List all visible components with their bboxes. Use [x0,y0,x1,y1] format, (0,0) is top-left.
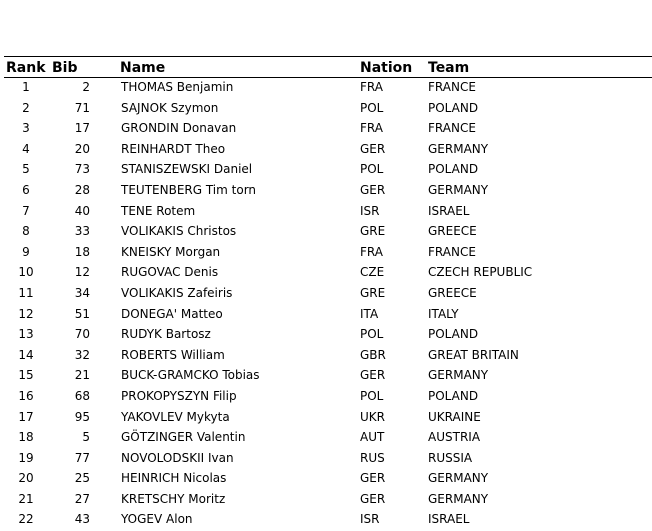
cell-bib: 71 [74,100,90,115]
cell-nation: CZE [360,265,385,280]
cell-bib: 18 [74,244,90,259]
table-row [4,510,652,531]
cell-bib: 12 [74,265,90,280]
cell-team: ISRAEL [428,512,470,527]
cell-nation: AUT [360,430,385,445]
cell-nation: POL [360,388,384,403]
cell-bib: 20 [74,141,90,156]
cell-name: VOLIKAKIS Zafeiris [121,285,233,300]
cell-bib: 28 [74,182,90,197]
cell-nation: GRE [360,285,386,300]
cell-rank: 10 [18,265,34,280]
table-row [4,263,652,284]
cell-rank: 5 [22,162,30,177]
cell-bib: 40 [74,203,90,218]
cell-nation: POL [360,100,384,115]
cell-name: REINHARDT Theo [121,141,226,156]
cell-nation: GER [360,368,386,383]
cell-bib: 68 [74,388,90,403]
cell-rank: 14 [18,347,34,362]
cell-rank: 11 [18,285,34,300]
results-table [4,56,652,531]
cell-name: YOGEV Alon [121,512,193,527]
table-row [4,284,652,305]
header-rank: Rank [6,60,46,76]
cell-team: CZECH REPUBLIC [428,265,533,280]
cell-name: PROKOPYSZYN Filip [121,388,237,403]
cell-name: TEUTENBERG Tim torn [121,182,257,197]
cell-rank: 12 [18,306,34,321]
cell-nation: GBR [360,347,386,362]
cell-name: GRONDIN Donavan [121,121,237,136]
table-row [4,428,652,449]
cell-bib: 25 [74,471,90,486]
cell-name: BUCK-GRAMCKO Tobias [121,368,260,383]
cell-rank: 6 [22,182,30,197]
cell-bib: 77 [74,450,90,465]
cell-name: NOVOLODSKII Ivan [121,450,234,465]
cell-name: KRETSCHY Moritz [121,491,226,506]
cell-team: ITALY [428,306,459,321]
cell-name: ROBERTS William [121,347,225,362]
cell-team: FRANCE [428,80,476,94]
cell-bib: 2 [82,80,90,94]
cell-bib: 73 [74,162,90,177]
table-row [4,202,652,223]
table-body [4,78,652,531]
cell-name: HEINRICH Nicolas [121,471,227,486]
cell-rank: 9 [22,244,30,259]
cell-team: GERMANY [428,471,489,486]
cell-nation: GER [360,471,386,486]
cell-name: DONEGA' Matteo [121,306,223,321]
cell-team: GREAT BRITAIN [428,347,519,362]
table-row [4,140,652,161]
table-row [4,469,652,490]
cell-team: GERMANY [428,491,489,506]
table-row [4,387,652,408]
cell-bib: 5 [82,430,90,445]
table-row [4,181,652,202]
cell-bib: 43 [74,512,90,527]
cell-nation: GER [360,182,386,197]
cell-nation: FRA [360,121,383,136]
cell-bib: 95 [74,409,90,424]
cell-rank: 1 [22,80,30,94]
header-name: Name [120,60,166,76]
cell-rank: 17 [18,409,34,424]
cell-nation: POL [360,162,384,177]
cell-name: RUGOVAC Denis [121,265,219,280]
cell-rank: 8 [22,224,30,239]
cell-nation: ISR [360,512,380,527]
cell-team: GERMANY [428,182,489,197]
cell-rank: 22 [18,512,34,527]
header-bib: Bib [52,60,78,76]
cell-team: GREECE [428,285,477,300]
cell-rank: 4 [22,141,30,156]
table-row [4,490,652,511]
cell-team: FRANCE [428,121,476,136]
header-team: Team [428,60,470,76]
cell-bib: 51 [74,306,90,321]
cell-bib: 27 [74,491,90,506]
table-row [4,408,652,429]
cell-bib: 70 [74,327,90,342]
table-row [4,449,652,470]
cell-team: GERMANY [428,368,489,383]
cell-bib: 33 [74,224,90,239]
cell-nation: ISR [360,203,380,218]
cell-nation: GRE [360,224,386,239]
cell-rank: 2 [22,100,30,115]
cell-rank: 15 [18,368,34,383]
cell-name: GÖTZINGER Valentin [121,430,246,445]
cell-rank: 3 [22,121,30,136]
table-row [4,243,652,264]
cell-name: RUDYK Bartosz [121,327,211,342]
cell-nation: UKR [360,409,385,424]
cell-team: POLAND [428,162,479,177]
cell-team: AUSTRIA [428,430,481,445]
cell-name: STANISZEWSKI Daniel [121,162,253,177]
cell-team: POLAND [428,327,479,342]
cell-nation: FRA [360,244,383,259]
table-row [4,222,652,243]
cell-nation: GER [360,491,386,506]
cell-bib: 17 [74,121,90,136]
cell-team: POLAND [428,388,479,403]
cell-name: THOMAS Benjamin [121,80,234,94]
table-header [4,56,652,78]
cell-team: GERMANY [428,141,489,156]
cell-name: SAJNOK Szymon [121,100,219,115]
cell-rank: 21 [18,491,34,506]
cell-name: KNEISKY Morgan [121,244,221,259]
cell-team: FRANCE [428,244,476,259]
cell-name: TENE Rotem [121,203,196,218]
cell-nation: GER [360,141,386,156]
table-row [4,366,652,387]
cell-rank: 20 [18,471,34,486]
cell-team: UKRAINE [428,409,481,424]
cell-rank: 13 [18,327,34,342]
cell-rank: 7 [22,203,30,218]
cell-nation: RUS [360,450,385,465]
table-row [4,78,652,99]
table-row [4,325,652,346]
table-row [4,99,652,120]
cell-bib: 21 [74,368,90,383]
cell-name: VOLIKAKIS Christos [121,224,237,239]
cell-team: POLAND [428,100,479,115]
cell-team: ISRAEL [428,203,470,218]
cell-rank: 18 [18,430,34,445]
table-row [4,160,652,181]
cell-nation: ITA [360,306,379,321]
cell-bib: 32 [74,347,90,362]
table-row [4,346,652,367]
header-nation: Nation [360,60,413,76]
cell-team: GREECE [428,224,477,239]
cell-nation: FRA [360,80,383,94]
table-row [4,119,652,140]
cell-bib: 34 [74,285,90,300]
cell-team: RUSSIA [428,450,473,465]
cell-rank: 19 [18,450,34,465]
cell-nation: POL [360,327,384,342]
table-row [4,305,652,326]
cell-name: YAKOVLEV Mykyta [121,409,230,424]
cell-rank: 16 [18,388,34,403]
